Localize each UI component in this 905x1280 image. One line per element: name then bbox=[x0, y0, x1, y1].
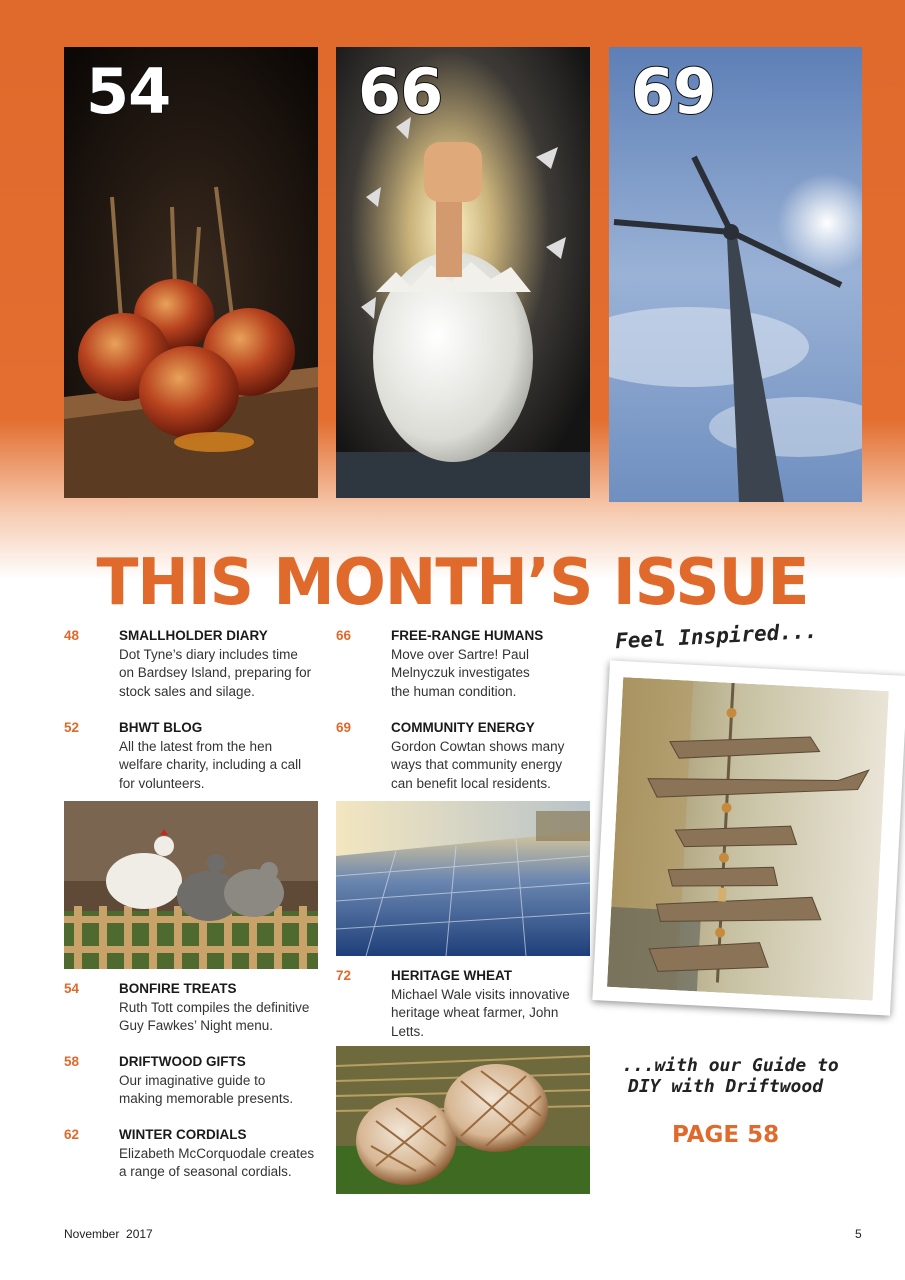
toc-heading: DRIFTWOOD GIFTS bbox=[119, 1054, 246, 1069]
toc-page-number: 72 bbox=[336, 968, 352, 983]
photo-toffee-apples bbox=[64, 47, 318, 498]
footer-issue-date: November 2017 bbox=[64, 1227, 153, 1241]
driftwood-polaroid[interactable] bbox=[592, 660, 905, 1015]
toc-heading: COMMUNITY ENERGY bbox=[391, 720, 535, 735]
toc-description: Move over Sartre! Paul Melnyczuk investigates the human condition. bbox=[391, 647, 530, 699]
toc-description: Ruth Tott compiles the definitive Guy Fawkes’ Night menu. bbox=[119, 1000, 310, 1034]
toc-page-number: 52 bbox=[64, 720, 80, 735]
toc-page-number: 62 bbox=[64, 1127, 80, 1142]
promo-feel-inspired: Feel Inspired... bbox=[614, 618, 818, 654]
photo-solar-panels bbox=[336, 801, 590, 956]
feature-number-1: 54 bbox=[86, 55, 171, 128]
toc-page-number: 48 bbox=[64, 628, 80, 643]
toc-page-number: 66 bbox=[336, 628, 352, 643]
toc-heading: BHWT BLOG bbox=[119, 720, 203, 735]
toc-description: All the latest from the hen welfare charity, including a call for volunteers. bbox=[119, 739, 302, 791]
toc-heading: BONFIRE TREATS bbox=[119, 981, 237, 996]
toc-heading: HERITAGE WHEAT bbox=[391, 968, 512, 983]
toc-description: Michael Wale visits innovative heritage wheat farmer, John Letts. bbox=[391, 987, 570, 1039]
toc-page-number: 54 bbox=[64, 981, 80, 996]
feature-number-3: 69 bbox=[631, 55, 716, 128]
toc-page-number: 69 bbox=[336, 720, 352, 735]
photo-bread-loaves bbox=[336, 1046, 590, 1194]
photo-wind-turbine bbox=[609, 47, 862, 502]
feature-number-2: 66 bbox=[358, 55, 443, 128]
toc-description: Dot Tyne’s diary includes time on Bardsey Island, preparing for stock sales and silage. bbox=[119, 647, 312, 699]
promo-guide-line1: ...with our Guide to bbox=[622, 1055, 839, 1076]
toc-description: Gordon Cowtan shows many ways that community energy can benefit local residents. bbox=[391, 739, 565, 791]
toc-heading: FREE-RANGE HUMANS bbox=[391, 628, 544, 643]
promo-guide-line2: DIY with Driftwood bbox=[628, 1076, 824, 1097]
toc-description: Our imaginative guide to making memorable presents. bbox=[119, 1073, 294, 1107]
toc-heading: SMALLHOLDER DIARY bbox=[119, 628, 268, 643]
toc-description: Elizabeth McCorquodale creates a range of seasonal cordials. bbox=[119, 1146, 315, 1180]
photo-fist-egg bbox=[336, 47, 590, 498]
promo-page-ref[interactable]: PAGE 58 bbox=[672, 1122, 780, 1148]
toc-page-number: 58 bbox=[64, 1054, 80, 1069]
footer-page-number: 5 bbox=[855, 1227, 862, 1241]
toc-heading: WINTER CORDIALS bbox=[119, 1127, 247, 1142]
page-title: THIS MONTH’S ISSUE bbox=[96, 546, 809, 620]
photo-driftwood-mobile bbox=[607, 677, 889, 1000]
photo-hens bbox=[64, 801, 318, 969]
